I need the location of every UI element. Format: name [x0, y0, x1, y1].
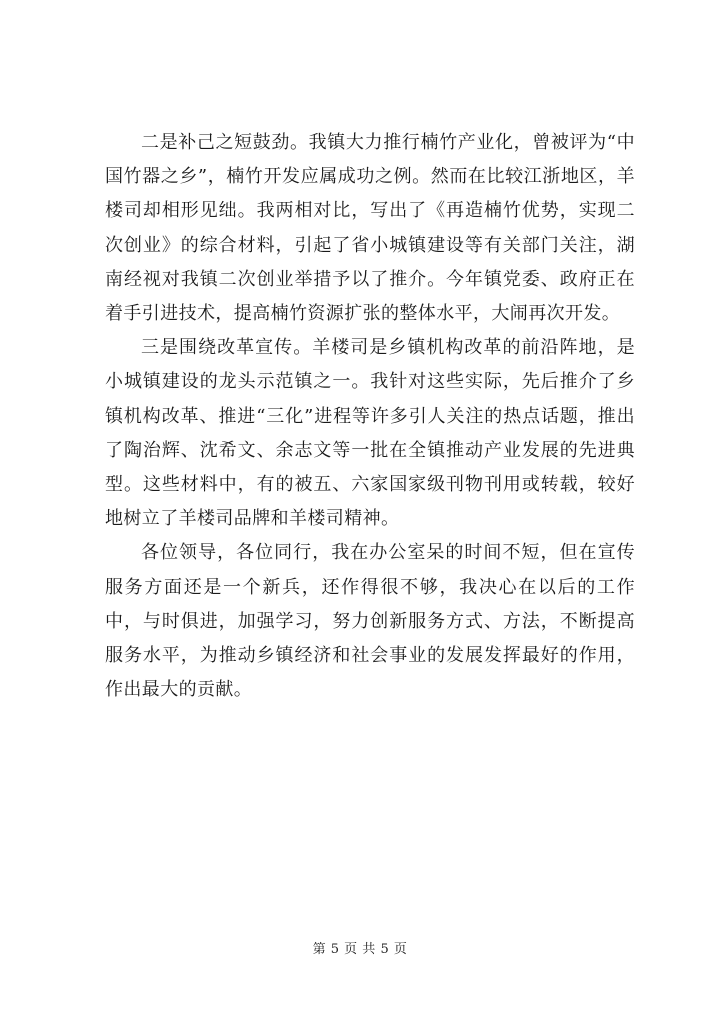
paragraph-reform: 三是围绕改革宣传。羊楼司是乡镇机构改革的前沿阵地，是小城镇建设的龙头示范镇之一。我针对这些实际，先后推介了乡镇机构改革、推进“三化”进程等许多引人关注的热点话题，推出了陶治辉、沈希文、余志文等一批在全镇推动产业发展的先进典型。这些材料中，有的被五、六家国家级刊物刊用或转载，较好地树立了羊楼司品牌和羊楼司精神。 [105, 337, 635, 530]
paragraph-industry: 二是补己之短鼓劲。我镇大力推行楠竹产业化，曾被评为“中国竹器之乡”，楠竹开发应属成功之例。然而在比较江浙地区，羊楼司却相形见绌。我两相对比，写出了《再造楠竹优势，实现二次创业》的综合材料，引起了省小城镇建设等有关部门关注，湖南经视对我镇二次创业举措予以了推介。今年镇党委、政府正在着手引进技术，提高楠竹资源扩张的整体水平，大闹再次开发。 [105, 132, 635, 325]
paragraph-closing: 各位领导，各位同行，我在办公室呆的时间不短，但在宣传服务方面还是一个新兵，还作得很不够，我决心在以后的工作中，与时俱进，加强学习，努力创新服务方式、方法，不断提高服务水平，为推动乡镇经济和社会事业的发展发挥最好的作用，作出最大的贡献。 [105, 542, 635, 701]
page-number-footer: 第 5 页 共 5 页 [312, 942, 408, 957]
document-body [105, 126, 635, 707]
